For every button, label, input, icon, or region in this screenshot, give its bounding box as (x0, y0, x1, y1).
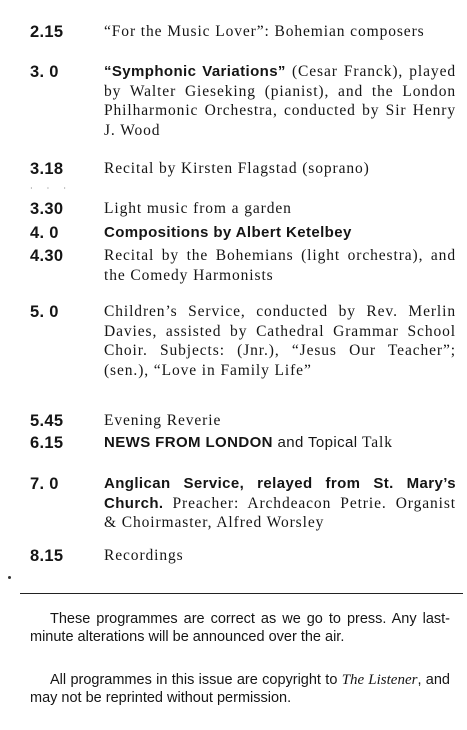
entry-time: 4. 0 (30, 224, 59, 242)
entry-time: 3. 0 (30, 63, 59, 81)
entry-text: Recordings (104, 547, 184, 564)
entry-text: Talk (357, 434, 393, 451)
entry-text: “For the Music Lover”: Bohemian composers (104, 23, 425, 40)
print-specks: · · · (30, 184, 72, 193)
entry-title-suffix: and Topical (272, 434, 358, 451)
entry-text: Preacher: Archdeacon Petrie. Organist & Choirmaster, Alfred Worsley (104, 494, 456, 531)
entry-description (104, 62, 456, 140)
entry-text: (Cesar Franck), played by Walter Gieseking (pianist), and the London Philharmonic Orchestra, conducted by Sir Henry J. Wood (104, 63, 456, 139)
entry-description (104, 223, 456, 243)
entry-description (104, 199, 456, 219)
notice-correctness: These programmes are correct as we go to press. Any last-minute alterations will be announced over the air. (30, 611, 450, 645)
entry-description (104, 22, 456, 42)
notice-copyright-start: All programmes in this issue are copyright to (50, 672, 342, 688)
entry-description (104, 474, 456, 533)
entry-time: 8.15 (30, 547, 64, 565)
entry-text: Evening Reverie (104, 412, 222, 429)
entry-time: 4.30 (30, 247, 64, 265)
entry-description (104, 159, 456, 179)
entry-time: 3.18 (30, 160, 64, 178)
entry-text: Light music from a garden (104, 200, 292, 217)
entry-text: Children’s Service, conducted by Rev. Merlin Davies, assisted by Cathedral Grammar School Choir. Subjects: (Jnr.), “Jesus Our Teacher”; (sen.), “Love in Family Life” (104, 303, 456, 379)
entry-time: 2.15 (30, 23, 64, 41)
notice-copyright (30, 672, 450, 707)
publication-title: The Listener (341, 672, 418, 688)
entry-time: 3.30 (30, 200, 64, 218)
entry-time: 6.15 (30, 434, 64, 452)
entry-text: Recital by the Bohemians (light orchestra), and the Comedy Harmonists (104, 247, 456, 284)
entry-description (104, 302, 456, 380)
entry-title: Anglican Service, relayed from St. Mary’s Church. (104, 475, 456, 512)
print-speck (8, 576, 11, 579)
entry-title: “Symphonic Variations” (104, 63, 286, 80)
entry-description (104, 246, 456, 285)
entry-description (104, 546, 456, 566)
entry-time: 5.45 (30, 412, 64, 430)
entry-text: Recital by Kirsten Flagstad (soprano) (104, 160, 370, 177)
entry-description (104, 433, 456, 453)
divider-rule (20, 593, 463, 594)
entry-title: Compositions by Albert Ketelbey (104, 224, 352, 241)
entry-time: 5. 0 (30, 303, 59, 321)
entry-time: 7. 0 (30, 475, 59, 493)
entry-title: NEWS FROM LONDON (104, 434, 273, 451)
entry-description (104, 411, 456, 431)
notice-copyright-end: , and may not be reprinted without permission. (30, 672, 450, 706)
